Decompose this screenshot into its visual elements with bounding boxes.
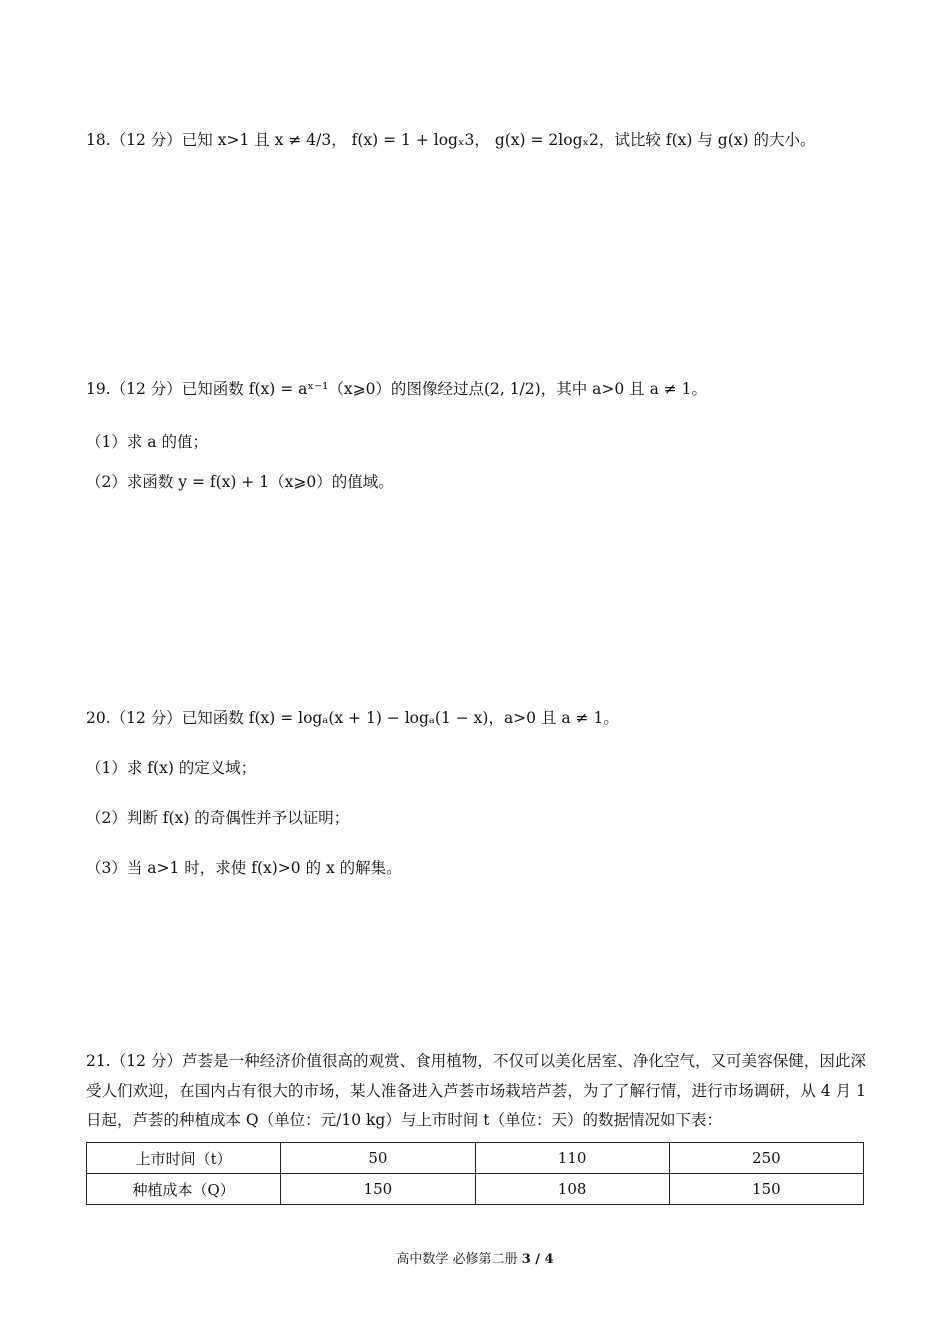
table-cell: 250 [669,1143,863,1174]
question-21-text: 21.（12 分）芦荟是一种经济价值很高的观赏、食用植物，不仅可以美化居室、净化空气，又可美容保健，因此深受人们欢迎，在国内占有很大的市场，某人准备进入芦荟市场栽培芦荟，为了了解行情，进行市场调研，从 4 月 1 日起，芦荟的种植成本 Q（单位：元/10 kg）与上市时间 t（单位：天）的数据情况如下表： [86,1052,866,1129]
question-20-stem: 20.（12 分）已知函数 f(x) = logₐ(x + 1) − logₐ(1 − x)，a>0 且 a ≠ 1。 [86,709,619,727]
table-cell: 110 [475,1143,669,1174]
table-row [87,1143,864,1174]
table-row-header: 上市时间（t） [87,1143,281,1174]
question-19-stem: 19.（12 分）已知函数 f(x) = aˣ⁻¹（x⩾0）的图像经过点(2, 1/2)，其中 a>0 且 a ≠ 1。 [86,380,708,398]
table-row [87,1174,864,1205]
question-20-part-3: （3）当 a>1 时，求使 f(x)>0 的 x 的解集。 [86,859,402,877]
question-20-part-2: （2）判断 f(x) 的奇偶性并予以证明； [86,809,350,827]
question-19-part-1: （1）求 a 的值； [86,433,208,451]
page-footer [0,1248,950,1267]
cost-data-table [86,1142,864,1205]
table-cell: 50 [281,1143,475,1174]
footer-subject: 高中数学 必修第二册 [396,1252,518,1267]
table-cell: 150 [281,1174,475,1205]
question-20-part-1: （1）求 f(x) 的定义域； [86,759,257,777]
table-cell: 108 [475,1174,669,1205]
question-18: 18.（12 分）已知 x>1 且 x ≠ 4/3， f(x) = 1 + logₓ3， g(x) = 2logₓ2，试比较 f(x) 与 g(x) 的大小。 [86,131,816,149]
table-row-header: 种植成本（Q） [87,1174,281,1205]
table-cell: 150 [669,1174,863,1205]
footer-page-number: 3 / 4 [521,1252,554,1267]
question-19-part-2: （2）求函数 y = f(x) + 1（x⩾0）的值域。 [86,473,394,491]
